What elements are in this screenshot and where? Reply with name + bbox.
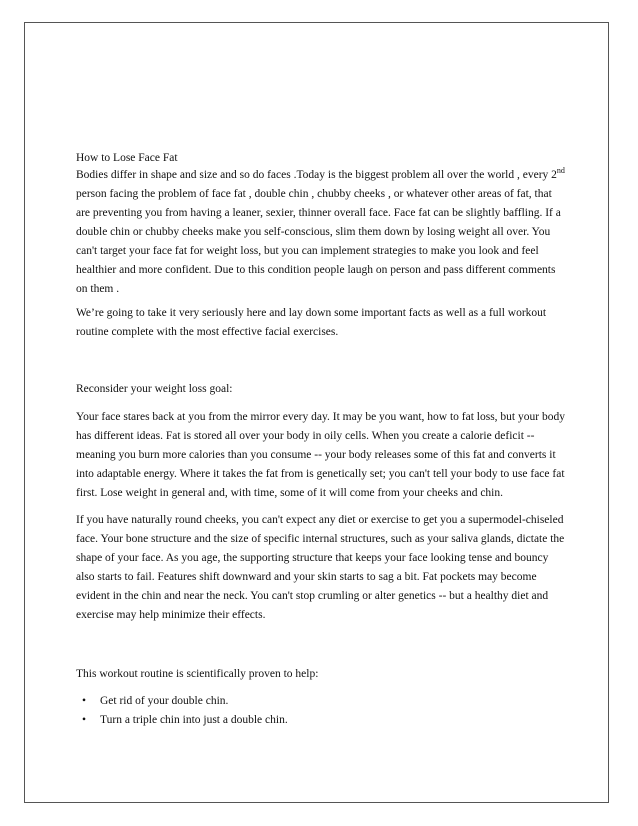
paragraph-intro-text-a: Bodies differ in shape and size and so do faces .Today is the biggest problem all over the world , every 2 [76,169,557,181]
document-title: How to Lose Face Fat [76,152,178,164]
ordinal-superscript: nd [556,166,565,176]
list-item-text: Turn a triple chin into just a double chin. [100,714,288,726]
document-body [76,150,566,730]
list-item [76,711,566,730]
list-item [76,692,566,711]
list-item-text: Get rid of your double chin. [100,695,229,707]
paragraph-routine: This workout routine is scientifically proven to help: [76,668,319,680]
paragraph-cheeks: If you have naturally round cheeks, you can't expect any diet or exercise to get you a supermodel-chiseled face. Your bone structure and the size of specific internal structures, such as your saliva glands, dictate the shape of your face. As you age, the supporting structure that keeps your face looking tense and bouncy also starts to fail. Features shift downward and your skin starts to sag a bit. Fat pockets may become evident in the chin and near the neck. You can't stop crumling or alter genetics -- but a healthy diet and exercise may help minimize their effects. [76,514,565,621]
paragraph-intro [76,166,566,299]
bullet-icon: • [82,695,87,707]
section-heading: Reconsider your weight loss goal: [76,383,233,395]
bullet-icon: • [82,714,87,726]
benefits-list [76,692,566,730]
paragraph-commitment: We’re going to take it very seriously here and lay down some important facts as well as a full workout routine complete with the most effective facial exercises. [76,307,547,338]
paragraph-intro-text-b: person facing the problem of face fat , double chin , chubby cheeks , or whatever other areas of fat, that are preventing you from having a leaner, sexier, thinner overall face. Face fat can be slightly baffling. If a double chin or chubby cheeks make you self-conscious, slim them down by losing weight all over. You can't target your face fat for weight loss, but you can implement strategies to make you look and feel healthier and more confident. Due to this condition people laugh on person and pass different comments on them . [76,188,561,295]
paragraph-mirror: Your face stares back at you from the mirror every day. It may be you want, how to fat loss, but your body has different ideas. Fat is stored all over your body in oily cells. When you create a calorie deficit -- meaning you burn more calories than you consume -- your body releases some of this fat and converts it into adaptable energy. Where it takes the fat from is genetically set; you can't tell your body to use face fat first. Lose weight in general and, with time, some of it will come from your cheeks and chin. [76,411,565,499]
